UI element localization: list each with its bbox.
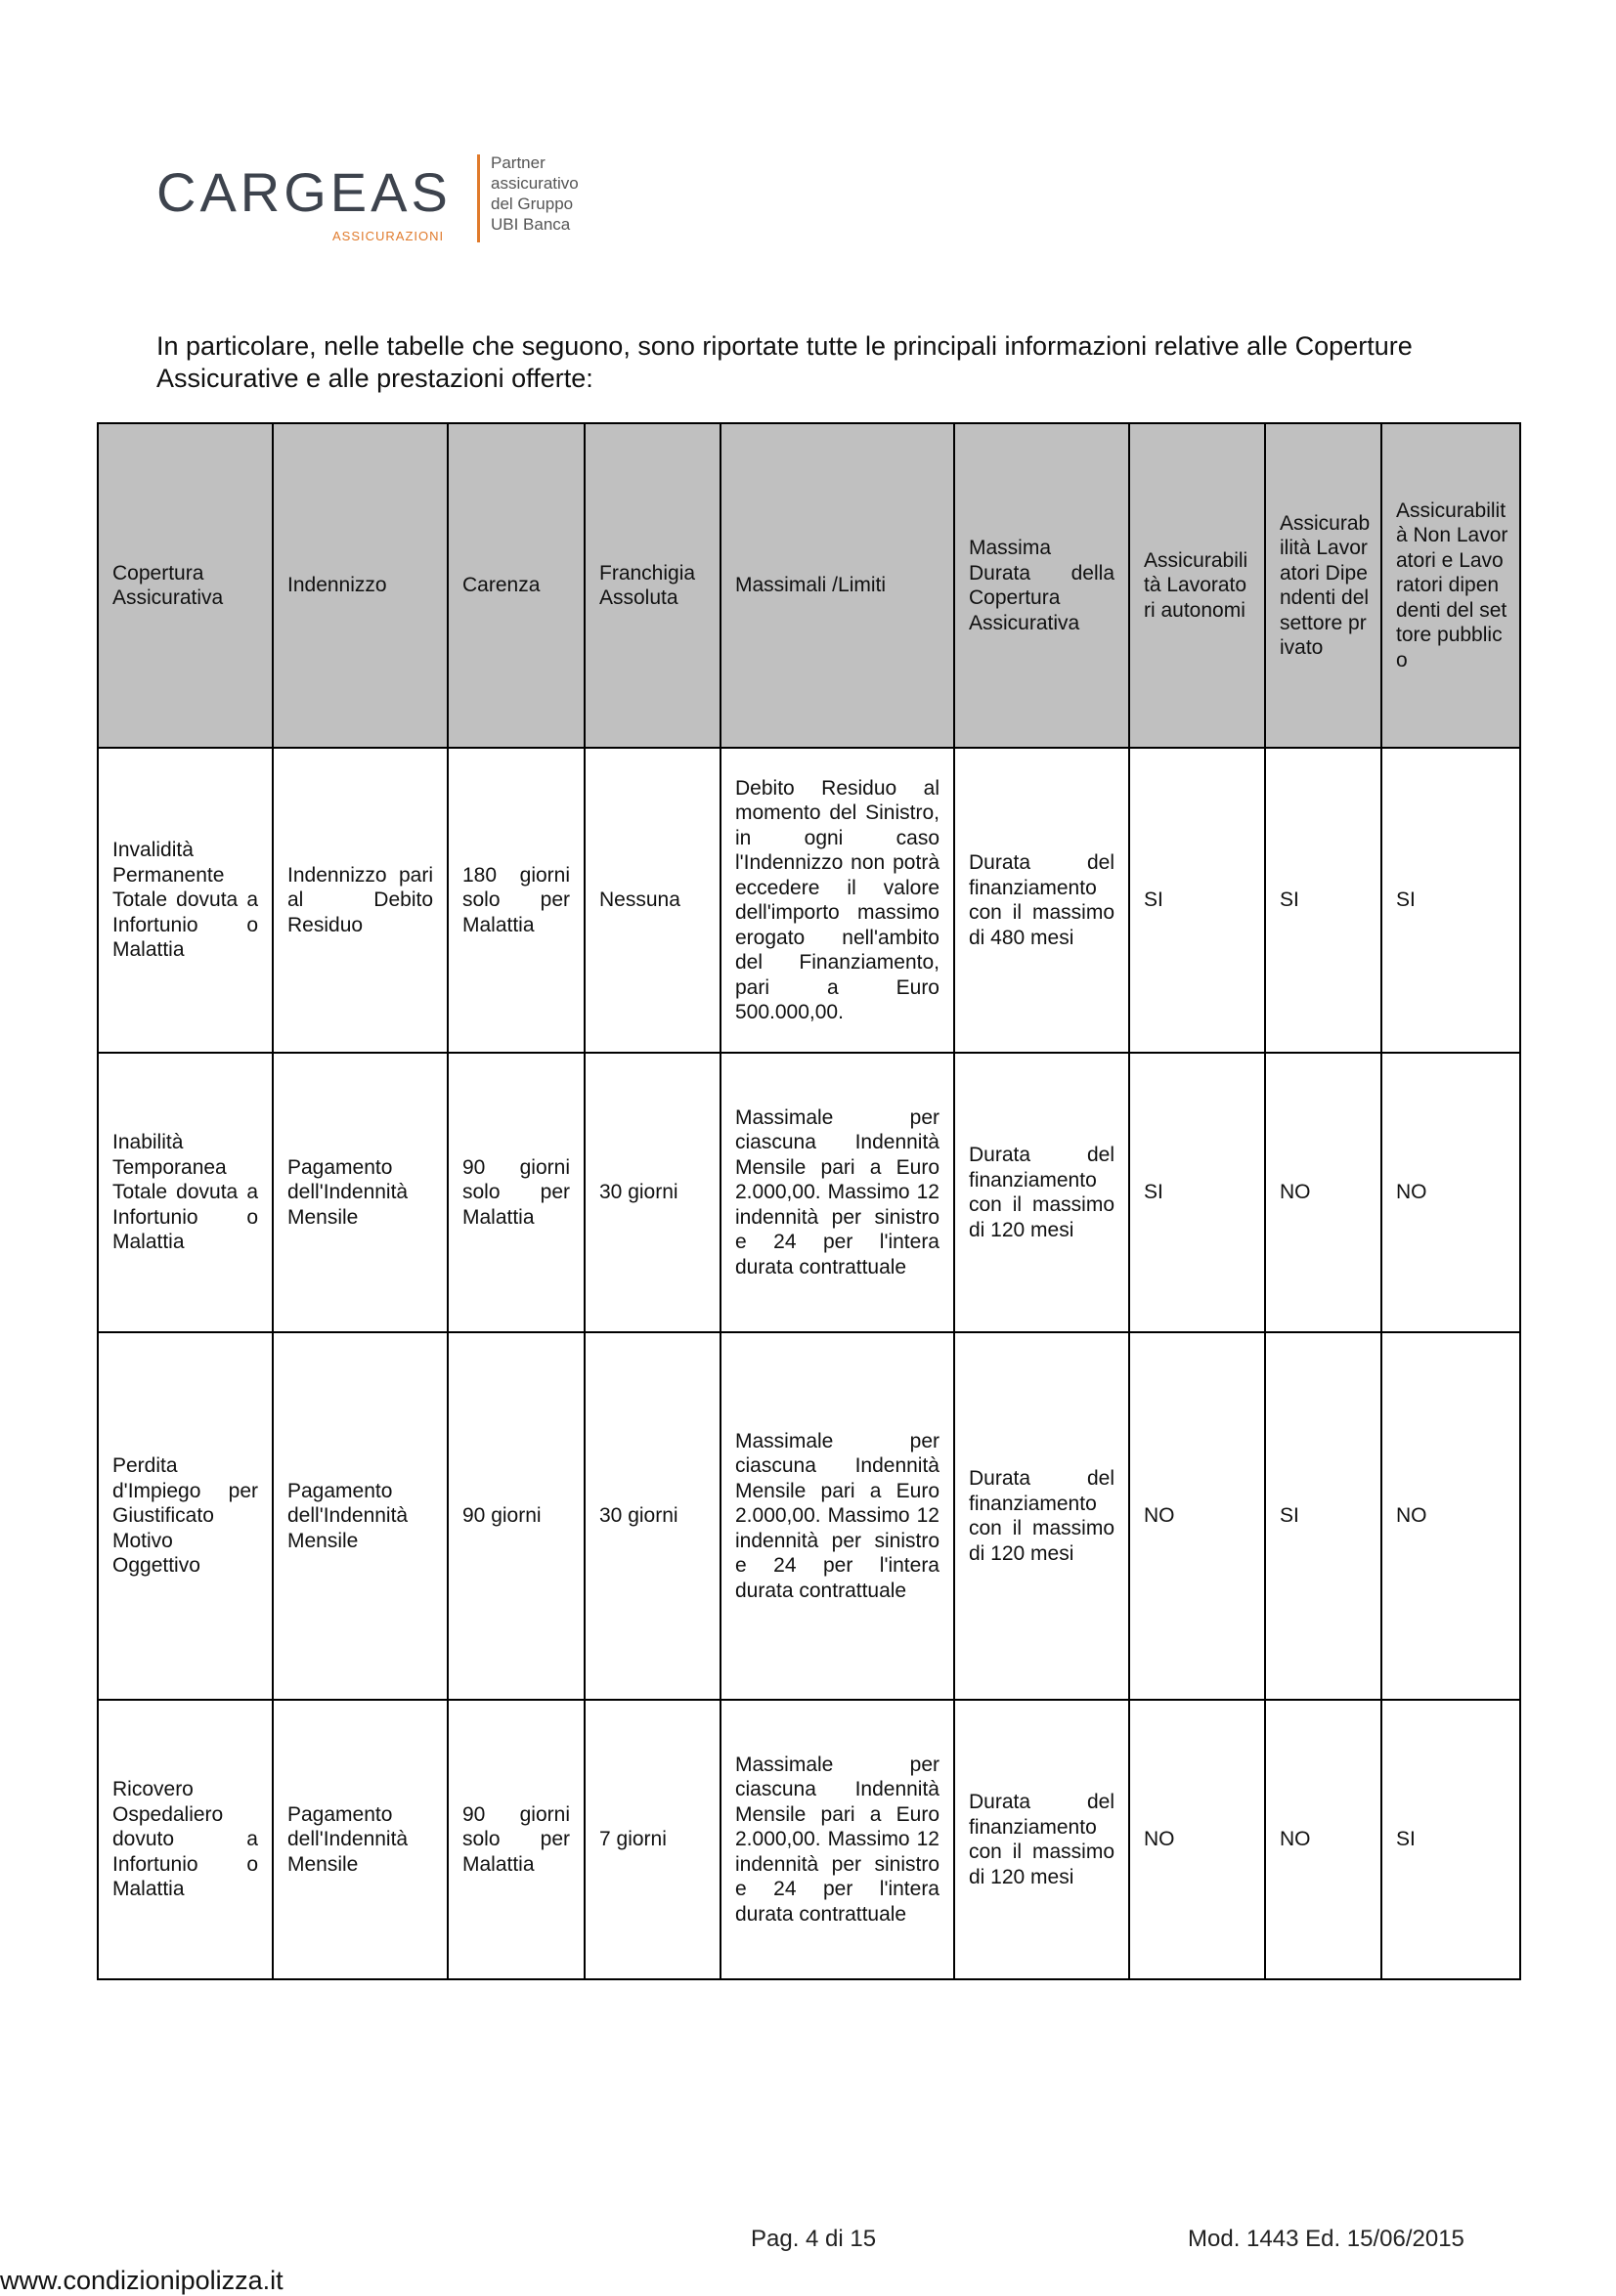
logo-partner-text: [491, 152, 579, 235]
cell-privato: SI: [1265, 1332, 1381, 1700]
cell-indennizzo: Pagamento dell'Indennità Mensile: [273, 1700, 448, 1979]
cell-massimali: Massimale per ciascuna Indennità Mensile pari a Euro 2.000,00. Massimo 12 indennità per sinistro e 24 per l'intera durata contrattuale: [721, 1332, 954, 1700]
table-row: [98, 1053, 1520, 1332]
logo-divider: [477, 154, 480, 242]
cell-franchigia: 30 giorni: [585, 1332, 721, 1700]
cell-autonomi: SI: [1129, 1053, 1265, 1332]
cell-pubblico: SI: [1381, 748, 1520, 1053]
cell-carenza: 90 giorni solo per Malattia: [448, 1700, 585, 1979]
table-row: [98, 748, 1520, 1053]
cell-durata: Durata del finanziamento con il massimo di 120 mesi: [954, 1053, 1129, 1332]
header-copertura: Copertura Assicurativa: [98, 423, 273, 748]
cell-copertura: Perdita d'Impiego per Giustificato Motivo Oggettivo: [98, 1332, 273, 1700]
cell-indennizzo: Pagamento dell'Indennità Mensile: [273, 1053, 448, 1332]
logo-partner-line: UBI Banca: [491, 215, 571, 234]
cell-autonomi: SI: [1129, 748, 1265, 1053]
cell-privato: NO: [1265, 1053, 1381, 1332]
cell-privato: SI: [1265, 748, 1381, 1053]
cell-pubblico: NO: [1381, 1053, 1520, 1332]
website-watermark: www.condizionipolizza.it: [0, 2266, 284, 2295]
table-header-row: [98, 423, 1520, 748]
cell-franchigia: 7 giorni: [585, 1700, 721, 1979]
header-franchigia: Franchigia Assoluta: [585, 423, 721, 748]
cell-copertura: Inabilità Temporanea Totale dovuta a Infortunio o Malattia: [98, 1053, 273, 1332]
footer-page-number: Pag. 4 di 15: [751, 2226, 877, 2252]
header-carenza: Carenza: [448, 423, 585, 748]
header-pubblico: Assicurabilità Non Lavoratori e Lavoratori dipendenti del settore pubblico: [1381, 423, 1520, 748]
cell-copertura: Ricovero Ospedaliero dovuto a Infortunio o Malattia: [98, 1700, 273, 1979]
cargeas-logo: [156, 147, 606, 254]
cell-carenza: 90 giorni solo per Malattia: [448, 1053, 585, 1332]
cell-pubblico: NO: [1381, 1332, 1520, 1700]
intro-paragraph: In particolare, nelle tabelle che seguono, sono riportate tutte le principali informazioni relative alle Coperture Assicurative e alle prestazioni offerte:: [156, 331, 1413, 393]
cell-privato: NO: [1265, 1700, 1381, 1979]
logo-wordmark: CARGEAS: [156, 161, 452, 223]
header-indennizzo: Indennizzo: [273, 423, 448, 748]
cell-durata: Durata del finanziamento con il massimo di 120 mesi: [954, 1332, 1129, 1700]
cell-indennizzo: Pagamento dell'Indennità Mensile: [273, 1332, 448, 1700]
header-autonomi: Assicurabilità Lavoratori autonomi: [1129, 423, 1265, 748]
cell-durata: Durata del finanziamento con il massimo di 480 mesi: [954, 748, 1129, 1053]
cell-durata: Durata del finanziamento con il massimo di 120 mesi: [954, 1700, 1129, 1979]
table-row: [98, 1700, 1520, 1979]
logo-partner-line: del Gruppo: [491, 195, 574, 213]
cell-autonomi: NO: [1129, 1332, 1265, 1700]
cell-massimali: Massimale per ciascuna Indennità Mensile pari a Euro 2.000,00. Massimo 12 indennità per sinistro e 24 per l'intera durata contrattuale: [721, 1053, 954, 1332]
cell-pubblico: SI: [1381, 1700, 1520, 1979]
header-massimali: Massimali /Limiti: [721, 423, 954, 748]
table-row: [98, 1332, 1520, 1700]
logo-partner-line: assicurativo: [491, 174, 579, 193]
cell-indennizzo: Indennizzo pari al Debito Residuo: [273, 748, 448, 1053]
cell-massimali: Debito Residuo al momento del Sinistro, in ogni caso l'Indennizzo non potrà eccedere il valore dell'importo massimo erogato nell'ambito del Finanziamento, pari a Euro 500.000,00.: [721, 748, 954, 1053]
logo-subtitle: ASSICURAZIONI: [332, 229, 445, 243]
cell-carenza: 180 giorni solo per Malattia: [448, 748, 585, 1053]
cell-franchigia: Nessuna: [585, 748, 721, 1053]
header-privato: Assicurabilità Lavoratori Dipendenti del settore privato: [1265, 423, 1381, 748]
coverage-table: [97, 422, 1521, 1980]
header-durata: Massima Durata della Copertura Assicurativa: [954, 423, 1129, 748]
footer-model-edition: Mod. 1443 Ed. 15/06/2015: [1188, 2226, 1464, 2252]
cell-autonomi: NO: [1129, 1700, 1265, 1979]
cell-copertura: Invalidità Permanente Totale dovuta a Infortunio o Malattia: [98, 748, 273, 1053]
cell-franchigia: 30 giorni: [585, 1053, 721, 1332]
cell-massimali: Massimale per ciascuna Indennità Mensile pari a Euro 2.000,00. Massimo 12 indennità per sinistro e 24 per l'intera durata contrattuale: [721, 1700, 954, 1979]
cell-carenza: 90 giorni: [448, 1332, 585, 1700]
logo-partner-line: Partner: [491, 153, 546, 172]
